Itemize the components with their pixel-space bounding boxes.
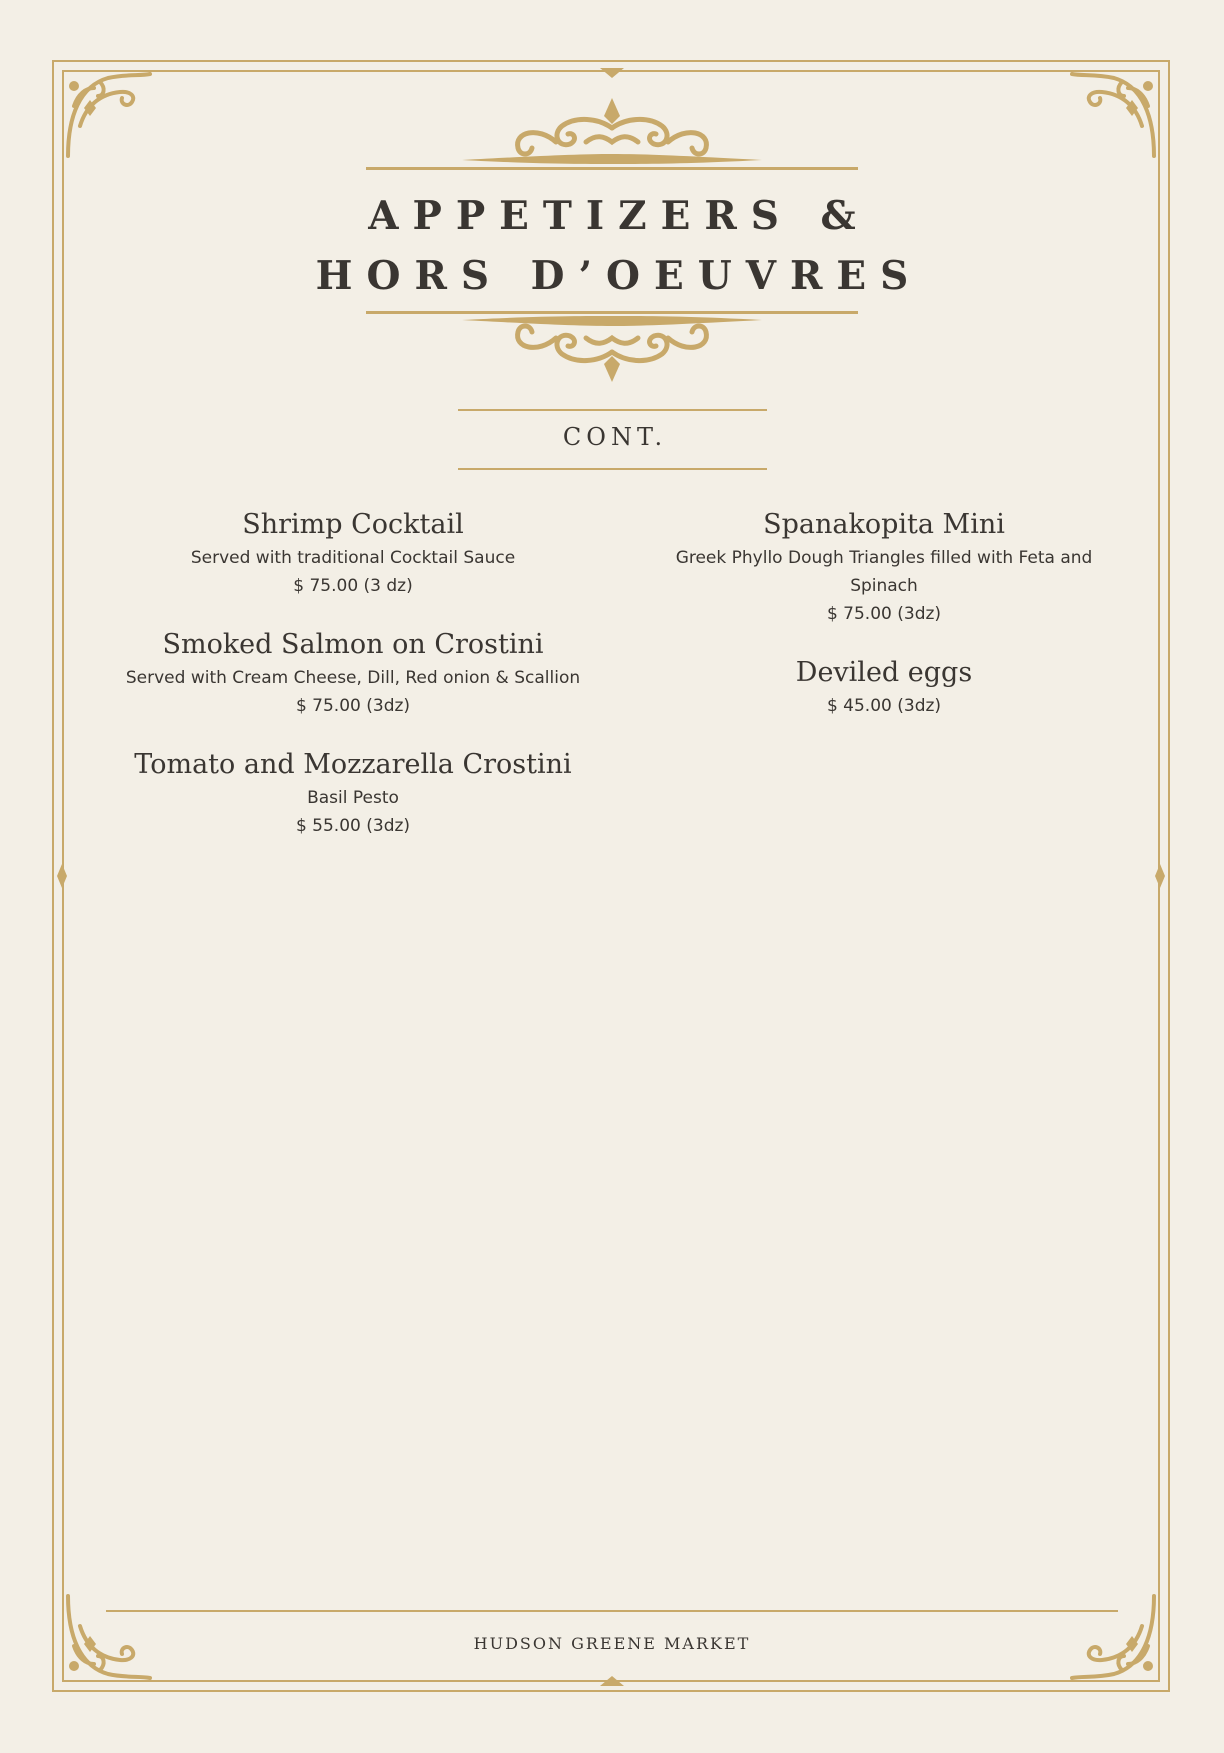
side-diamond-icon	[57, 864, 67, 888]
menu-item-price: $ 75.00 (3dz)	[826, 604, 942, 624]
footer-business-name: HUDSON GREENE MARKET	[473, 1634, 751, 1653]
flourish-ornament-icon	[458, 310, 766, 382]
menu-column-left	[108, 506, 598, 866]
side-diamond-icon	[1155, 864, 1165, 888]
edge-notch-icon	[600, 68, 624, 78]
menu-item-name: Spanakopita Mini	[763, 509, 1005, 540]
menu-item-description: Served with traditional Cocktail Sauce	[190, 548, 516, 568]
corner-ornament-icon	[60, 1590, 156, 1686]
menu-item-price: $ 75.00 (3 dz)	[293, 576, 413, 596]
menu-item-name: Smoked Salmon on Crostini	[162, 629, 544, 660]
menu-item-name: Shrimp Cocktail	[242, 509, 464, 540]
menu-item-description: Served with Cream Cheese, Dill, Red onion & Scallion	[125, 668, 581, 688]
subtitle-rule-top	[458, 409, 767, 411]
corner-ornament-icon	[60, 66, 156, 162]
page-title	[300, 186, 924, 306]
edge-notch-icon	[600, 1676, 624, 1686]
menu-item-price: $ 75.00 (3dz)	[295, 696, 411, 716]
corner-ornament-icon	[1066, 66, 1162, 162]
corner-ornament-icon	[1066, 1590, 1162, 1686]
flourish-ornament-icon	[458, 98, 766, 170]
menu-item-name: Tomato and Mozzarella Crostini	[134, 749, 572, 780]
section-subtitle: CONT.	[562, 423, 668, 451]
menu-column-right	[640, 506, 1128, 746]
title-rule-bottom	[366, 311, 858, 314]
menu-item	[108, 626, 598, 720]
menu-item	[108, 746, 598, 840]
menu-item-price: $ 45.00 (3dz)	[826, 696, 942, 716]
footer-rule	[106, 1610, 1118, 1612]
menu-item	[640, 654, 1128, 720]
menu-item-price: $ 55.00 (3dz)	[295, 816, 411, 836]
menu-item-description: Basil Pesto	[307, 788, 399, 808]
title-line-1: APPETIZERS &	[368, 193, 870, 239]
menu-item	[108, 506, 598, 600]
title-line-2: HORS D’OEUVRES	[315, 253, 923, 299]
title-rule-top	[366, 167, 858, 170]
menu-item-description: Greek Phyllo Dough Triangles filled with Feta and Spinach	[675, 548, 1093, 596]
menu-item-name: Deviled eggs	[795, 657, 973, 688]
subtitle-rule-bottom	[458, 468, 767, 470]
menu-item	[640, 506, 1128, 628]
